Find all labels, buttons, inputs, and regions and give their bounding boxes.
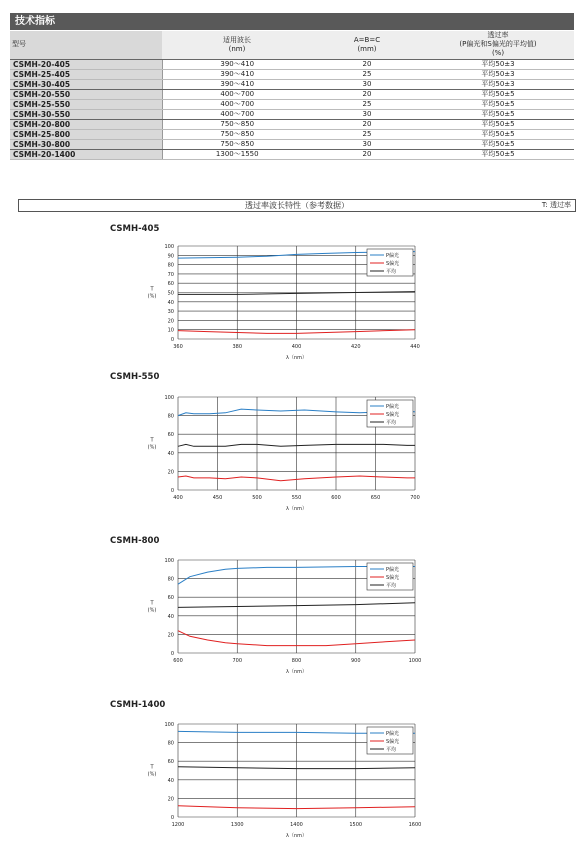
cell-wavelength: 390～410 [162,69,312,79]
x-tick-label: 650 [370,495,381,501]
x-tick-label: 360 [173,344,183,350]
x-tick-label: 1300 [230,822,244,828]
y-tick-label: 100 [164,722,174,728]
legend-label: P偏光 [386,253,400,259]
y-tick-label: 100 [164,244,174,250]
x-tick-label: 1000 [408,658,422,664]
characteristics-section-bar [18,199,576,212]
table-row [10,149,574,159]
x-tick-label: 500 [252,495,262,501]
y-tick-label: 20 [167,469,174,476]
table-row [10,129,574,139]
x-tick-label: 550 [291,495,302,501]
y-axis-label-unit: (%) [147,444,157,451]
y-tick-label: 30 [167,309,174,316]
y-axis-label: T [150,286,154,293]
cell-model: CSMH-30-800 [10,139,162,149]
cell-abc: 25 [312,129,422,139]
cell-model: CSMH-30-405 [10,79,162,89]
table-row [10,139,574,149]
y-tick-label: 90 [167,253,174,260]
col-abc-label: A=B=C [353,35,381,44]
x-tick-label: 450 [212,495,223,501]
y-axis-label-unit: (%) [147,607,157,614]
cell-abc: 20 [312,119,422,129]
x-tick-label: 800 [291,658,302,664]
cell-transmission: 平均50±3 [422,59,574,69]
chart-title: CSMH-550 [110,372,160,382]
legend-label: S偏光 [386,412,400,418]
y-tick-label: 10 [167,327,174,334]
y-tick-label: 100 [164,558,174,564]
col-trans-label: 透过率 [487,31,509,40]
y-tick-label: 20 [167,796,174,803]
cell-model: CSMH-25-550 [10,99,162,109]
x-tick-label: 380 [232,344,243,350]
cell-wavelength: 400～700 [162,109,312,119]
x-tick-label: 700 [410,495,420,501]
y-tick-label: 100 [164,395,174,401]
y-tick-label: 60 [167,432,174,439]
y-tick-label: 80 [167,740,174,747]
y-tick-label: 0 [170,337,174,343]
table-row [10,109,574,119]
chart-title: CSMH-800 [110,536,160,546]
chart-title: CSMH-1400 [110,700,166,710]
x-tick-label: 400 [173,495,183,501]
x-axis-label: λ（nm） [286,833,307,839]
cell-wavelength: 750～850 [162,129,312,139]
col-model: 型号 [10,31,162,59]
chart-csmh-550 [130,387,430,517]
cell-model: CSMH-30-550 [10,109,162,119]
y-axis-label: T [150,600,154,607]
cell-wavelength: 750～850 [162,119,312,129]
x-axis-label: λ（nm） [286,355,307,361]
y-axis-label: T [150,437,154,444]
y-axis-label: T [150,764,154,771]
cell-transmission: 平均50±5 [422,99,574,109]
cell-transmission: 平均50±5 [422,109,574,119]
chart-title: CSMH-405 [110,224,160,234]
x-tick-label: 1500 [349,822,363,828]
cell-model: CSMH-20-550 [10,89,162,99]
cell-wavelength: 750～850 [162,139,312,149]
cell-abc: 20 [312,59,422,69]
cell-transmission: 平均50±5 [422,119,574,129]
legend-label: S偏光 [386,261,400,267]
cell-wavelength: 1300～1550 [162,149,312,159]
col-trans-note: (P偏光和S偏光的平均值) [459,40,537,49]
x-tick-label: 1200 [171,822,185,828]
col-wavelength-label: 适用波长 [223,35,251,44]
section-note: T: 透过率 [541,201,571,209]
y-tick-label: 60 [167,759,174,766]
y-tick-label: 80 [167,413,174,420]
legend-label: 平均 [386,269,397,275]
section-title: 透过率波长特性（参考数据） [245,201,349,210]
cell-abc: 30 [312,79,422,89]
chart-csmh-405 [130,236,430,366]
cell-transmission: 平均50±3 [422,69,574,79]
y-tick-label: 20 [167,632,174,639]
x-tick-label: 1400 [290,822,303,828]
cell-wavelength: 390～410 [162,59,312,69]
y-tick-label: 50 [167,290,174,297]
x-tick-label: 600 [331,495,341,501]
legend-label: P偏光 [386,731,400,737]
y-tick-label: 70 [167,271,174,278]
legend-label: 平均 [386,583,397,589]
legend-label: 平均 [386,420,397,426]
y-tick-label: 40 [167,613,174,620]
y-tick-label: 40 [167,777,174,784]
x-axis-label: λ（nm） [286,506,307,512]
col-abc-unit: (mm) [357,44,377,53]
cell-model: CSMH-25-405 [10,69,162,79]
y-tick-label: 80 [167,576,174,583]
chart-csmh-1400 [130,714,430,844]
cell-model: CSMH-20-800 [10,119,162,129]
col-trans-unit: (%) [491,49,505,58]
x-tick-label: 700 [232,658,243,664]
cell-abc: 30 [312,139,422,149]
y-tick-label: 80 [167,262,174,269]
table-row [10,119,574,129]
y-tick-label: 60 [167,595,174,602]
legend-label: S偏光 [386,575,400,581]
y-axis-label-unit: (%) [147,771,157,778]
x-tick-label: 420 [350,344,361,350]
cell-abc: 25 [312,69,422,79]
x-axis-label: λ（nm） [286,669,307,675]
legend-label: P偏光 [386,404,400,410]
table-row [10,99,574,109]
cell-transmission: 平均50±5 [422,139,574,149]
x-tick-label: 900 [350,658,361,664]
chart-csmh-800 [130,550,430,680]
cell-model: CSMH-20-1400 [10,149,162,159]
cell-wavelength: 400～700 [162,89,312,99]
cell-transmission: 平均50±5 [422,149,574,159]
cell-transmission: 平均50±5 [422,89,574,99]
spec-table [10,31,574,160]
y-tick-label: 40 [167,450,174,457]
section-header: 技术指标 [10,13,574,30]
col-transmission [422,31,574,59]
table-row [10,89,574,99]
cell-abc: 25 [312,99,422,109]
x-tick-label: 1600 [408,822,422,828]
col-abc [312,31,422,59]
table-row [10,59,574,69]
y-tick-label: 0 [170,815,174,821]
table-header-row [10,31,574,59]
y-tick-label: 40 [167,299,174,306]
cell-abc: 30 [312,109,422,119]
col-wavelength-unit: (nm) [228,44,246,53]
cell-wavelength: 400～700 [162,99,312,109]
y-tick-label: 0 [170,488,174,494]
cell-abc: 20 [312,149,422,159]
cell-model: CSMH-20-405 [10,59,162,69]
legend-label: 平均 [386,747,397,753]
table-row [10,69,574,79]
cell-abc: 20 [312,89,422,99]
table-row [10,79,574,89]
col-wavelength [162,31,312,59]
x-tick-label: 400 [291,344,302,350]
legend-label: P偏光 [386,567,400,573]
x-tick-label: 600 [173,658,183,664]
cell-wavelength: 390～410 [162,79,312,89]
legend-label: S偏光 [386,739,400,745]
x-tick-label: 440 [410,344,420,350]
y-tick-label: 0 [170,651,174,657]
cell-transmission: 平均50±5 [422,129,574,139]
y-tick-label: 20 [167,318,174,325]
y-axis-label-unit: (%) [147,293,157,300]
cell-model: CSMH-25-800 [10,129,162,139]
y-tick-label: 60 [167,281,174,288]
cell-transmission: 平均50±3 [422,79,574,89]
